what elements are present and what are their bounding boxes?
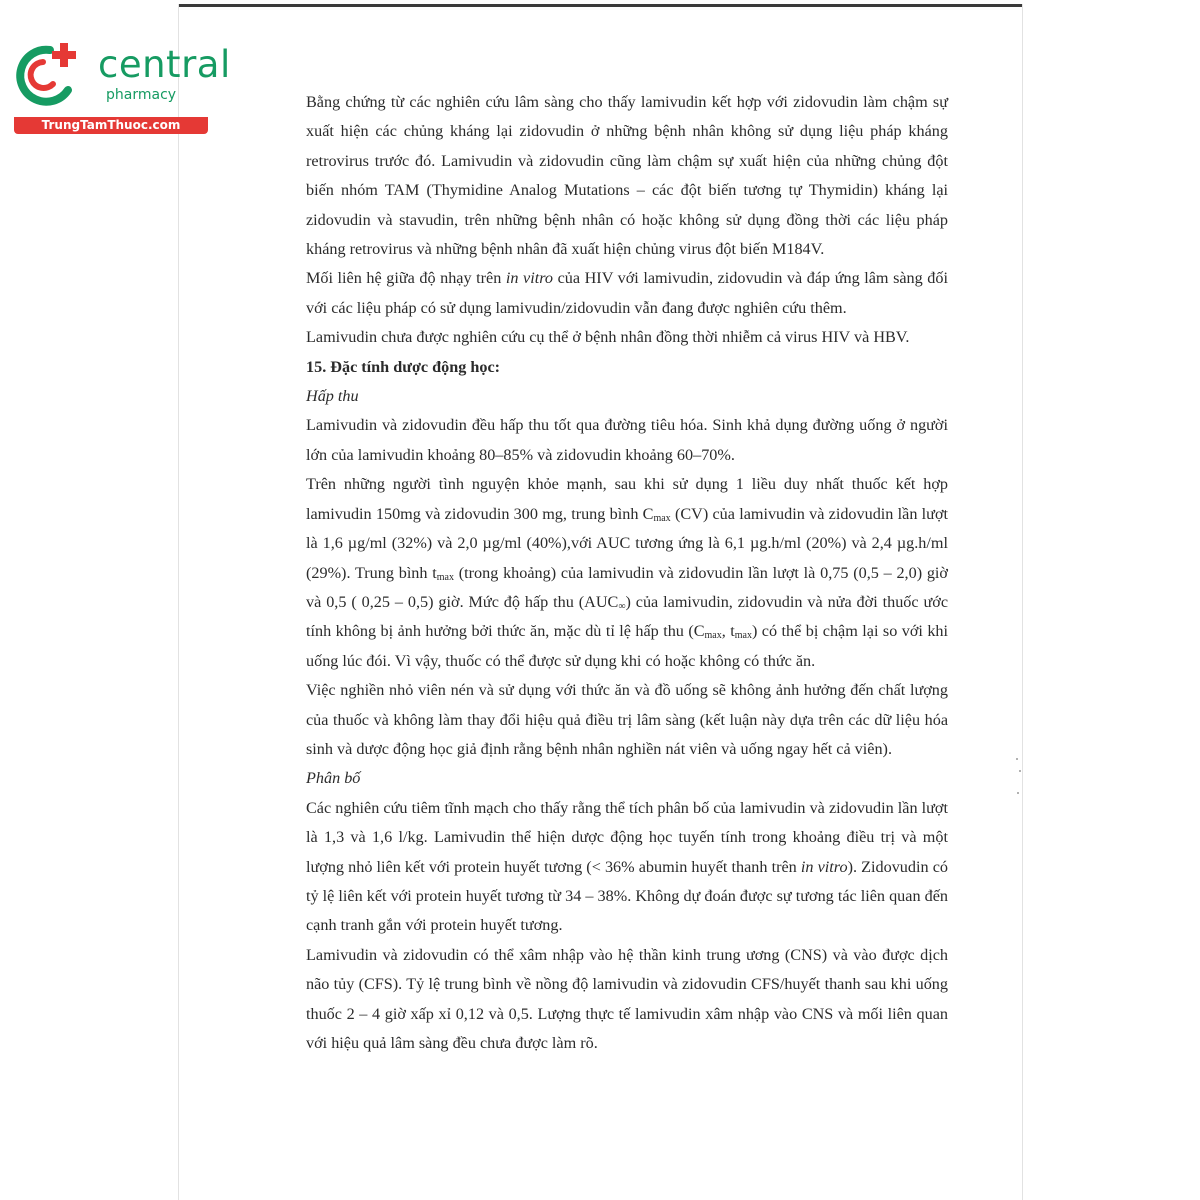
- scan-speck: [1017, 792, 1019, 794]
- paragraph-hbv-coinfection: Lamivudin chưa được nghiên cứu cụ thể ở bệnh nhân đồng thời nhiễm cả virus HIV và HBV.: [306, 328, 910, 347]
- page-left-edge: [178, 4, 179, 1200]
- scan-speck: [1019, 770, 1021, 772]
- paragraph-absorption-bioavailability: Lamivudin và zidovudin đều hấp thu tốt qua đường tiêu hóa. Sinh khả dụng đường uống ở người lớn của lamivudin khoảng 80–85% và zidovudin khoảng 60–70%.: [306, 416, 948, 464]
- brand-url[interactable]: TrungTamThuoc.com: [14, 117, 208, 134]
- brand-tagline: pharmacy: [106, 87, 177, 103]
- section-heading: 15. Đặc tính dược động học:: [306, 357, 501, 376]
- central-pharmacy-logo[interactable]: [10, 38, 231, 138]
- page-right-edge: [1022, 4, 1023, 1200]
- subheading-distribution: Phân bố: [306, 769, 361, 788]
- paragraph-absorption-pharmacokinetics: Trên những người tình nguyện khỏe mạnh, sau khi sử dụng 1 liều duy nhất thuốc kết hợp lamivudin 150mg và zidovudin 300 mg, trung bình $C_{max}$ (CV) của lamivudin và zidovudin lần lượt là 1,6 µg/ml (32%) và 2,0 µg/ml (40%),với AUC tương ứng là 6,1 µg.h/ml (20%) và 2,4 µg.h/ml (29%). Trung bình $t_{max}$ (trong khoảng) của lamivudin và zidovudin lần lượt là 0,75 (0,5 – 2,0) giờ và 0,5 ( 0,25 – 0,5) giờ. Mức độ hấp thu $(AUC_\infty)$ của lamivudin, zidovudin và nửa đời thuốc ước tính không bị ảnh hưởng bởi thức ăn, mặc dù tỉ lệ hấp thu ($C_{max}$, $t_{max}$) có thể bị chậm lại so với khi uống lúc đói. Vì vậy, thuốc có thể được sử dụng khi có hoặc không có thức ăn.: [306, 475, 949, 670]
- paragraph-crushed-tablets: Việc nghiền nhỏ viên nén và sử dụng với thức ăn và đồ uống sẽ không ảnh hưởng đến chất lượng của thuốc và không làm thay đổi hiệu quả điều trị lâm sàng (kết luận này dựa trên các dữ liệu hóa sinh và dược động học giả định rằng bệnh nhân nghiền nát viên và uống ngay hết cả viên).: [306, 681, 948, 758]
- page-top-border: [178, 4, 1023, 7]
- subheading-absorption: Hấp thu: [306, 387, 359, 406]
- scan-speck: [1016, 758, 1018, 760]
- paragraph-clinical-evidence: Bằng chứng từ các nghiên cứu lâm sàng cho thấy lamivudin kết hợp với zidovudin làm chậm sự xuất hiện các chủng kháng lại zidovudin ở những bệnh nhân không sử dụng liệu pháp kháng retrovirus trước đó. Lamivudin và zidovudin cũng làm chậm sự xuất hiện của những chủng đột biến nhóm TAM (Thymidine Analog Mutations – các đột biến tương tự Thymidin) kháng lại zidovudin và stavudin, trên những bệnh nhân có hoặc không sử dụng đồng thời các liệu pháp kháng retrovirus và những bệnh nhân đã xuất hiện chủng virus đột biến M184V.: [306, 93, 948, 259]
- paragraph-distribution-volume: Các nghiên cứu tiêm tĩnh mạch cho thấy rằng thể tích phân bố của lamivudin và zidovudin lần lượt là 1,3 và 1,6 l/kg. Lamivudin thể hiện dược động học tuyến tính trong khoảng điều trị và một lượng nhỏ liên kết với protein huyết tương (< 36% abumin huyết thanh trên in vitro). Zidovudin có tỷ lệ liên kết với protein huyết tương từ 34 – 38%. Không dự đoán được sự tương tác liên quan đến cạnh tranh gắn với protein huyết tương.: [306, 798, 948, 935]
- paragraph-cns-penetration: Lamivudin và zidovudin có thể xâm nhập vào hệ thần kinh trung ương (CNS) và vào được dịch não tủy (CFS). Tỷ lệ trung bình về nồng độ lamivudin và zidovudin CFS/huyết thanh sau khi uống thuốc 2 – 4 giờ xấp xỉ 0,12 và 0,5. Lượng thực tế lamivudin xâm nhập vào CNS và mối liên quan với hiệu quả lâm sàng đều chưa được làm rõ.: [306, 945, 948, 1052]
- pharmacy-cross-icon: [10, 38, 92, 108]
- document-body: [306, 88, 948, 1058]
- paragraph-in-vitro-sensitivity: Mối liên hệ giữa độ nhạy trên in vitro của HIV với lamivudin, zidovudin và đáp ứng lâm sàng đối với các liệu pháp có sử dụng lamivudin/zidovudin vẫn đang được nghiên cứu thêm.: [306, 269, 948, 317]
- brand-name: central: [98, 43, 231, 86]
